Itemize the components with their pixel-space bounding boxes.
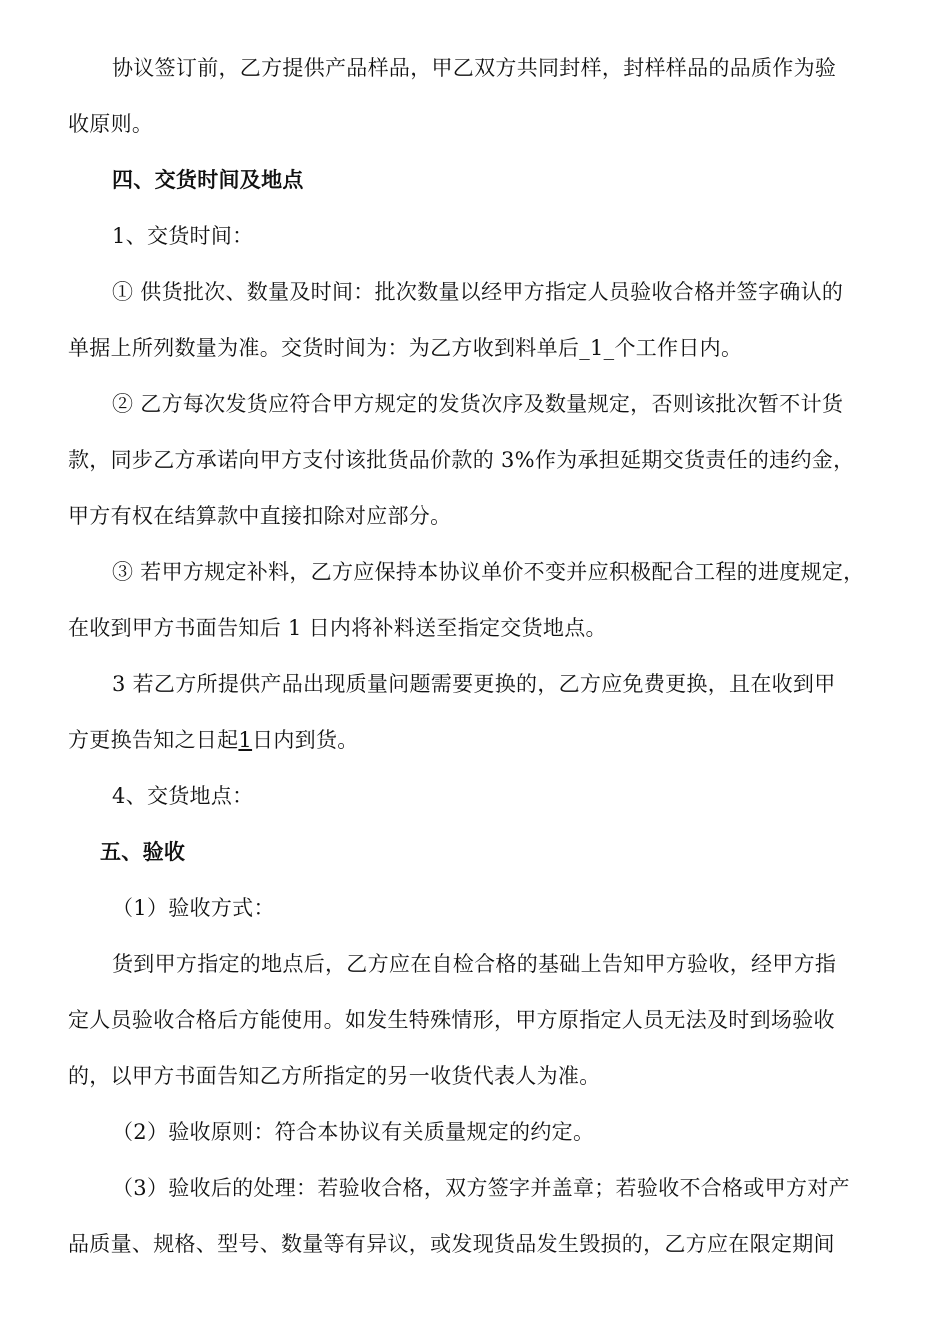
paragraph-line: ② 乙方每次发货应符合甲方规定的发货次序及数量规定，否则该批次暂不计货 bbox=[112, 392, 844, 416]
paragraph-line: 协议签订前，乙方提供产品样品，甲乙双方共同封样，封样样品的品质作为验 bbox=[112, 56, 837, 80]
paragraph-line bbox=[68, 726, 888, 754]
paragraph-line: （3）验收后的处理：若验收合格，双方签字并盖章；若验收不合格或甲方对产 bbox=[112, 1176, 850, 1200]
subheading-acceptance-method: （1）验收方式： bbox=[112, 896, 275, 920]
underlined-value: 1 bbox=[238, 728, 253, 752]
paragraph-line: 定人员验收合格后方能使用。如发生特殊情形，甲方原指定人员无法及时到场验收 bbox=[68, 1008, 835, 1032]
paragraph-line: 单据上所列数量为准。交货时间为：为乙方收到料单后_1_个工作日内。 bbox=[68, 336, 743, 360]
paragraph-line: 货到甲方指定的地点后，乙方应在自检合格的基础上告知甲方验收，经甲方指 bbox=[112, 952, 837, 976]
paragraph-line: ③ 若甲方规定补料，乙方应保持本协议单价不变并应积极配合工程的进度规定， bbox=[112, 560, 865, 584]
paragraph-line: （2）验收原则：符合本协议有关质量规定的约定。 bbox=[112, 1120, 595, 1144]
paragraph-line: 3 若乙方所提供产品出现质量问题需要更换的，乙方应免费更换，且在收到甲 bbox=[112, 672, 836, 696]
paragraph-line: 收原则。 bbox=[68, 112, 154, 136]
section-heading-delivery: 四、交货时间及地点 bbox=[112, 168, 304, 192]
subheading-delivery-time: 1、交货时间： bbox=[112, 224, 254, 248]
section-heading-acceptance: 五、验收 bbox=[100, 840, 186, 864]
paragraph-line: ① 供货批次、数量及时间：批次数量以经甲方指定人员验收合格并签字确认的 bbox=[112, 280, 844, 304]
paragraph-line: 在收到甲方书面告知后 1 日内将补料送至指定交货地点。 bbox=[68, 616, 607, 640]
paragraph-line: 款，同步乙方承诺向甲方支付该批货品价款的 3%作为承担延期交货责任的违约金， bbox=[68, 448, 855, 472]
paragraph-line: 品质量、规格、型号、数量等有异议，或发现货品发生毁损的，乙方应在限定期间 bbox=[68, 1232, 835, 1256]
text-segment: 日内到货。 bbox=[252, 728, 359, 752]
text-segment: 方更换告知之日起 bbox=[68, 728, 239, 752]
paragraph-line: 的，以甲方书面告知乙方所指定的另一收货代表人为准。 bbox=[68, 1064, 601, 1088]
paragraph-line: 甲方有权在结算款中直接扣除对应部分。 bbox=[68, 504, 452, 528]
subheading-delivery-place: 4、交货地点： bbox=[112, 784, 254, 808]
